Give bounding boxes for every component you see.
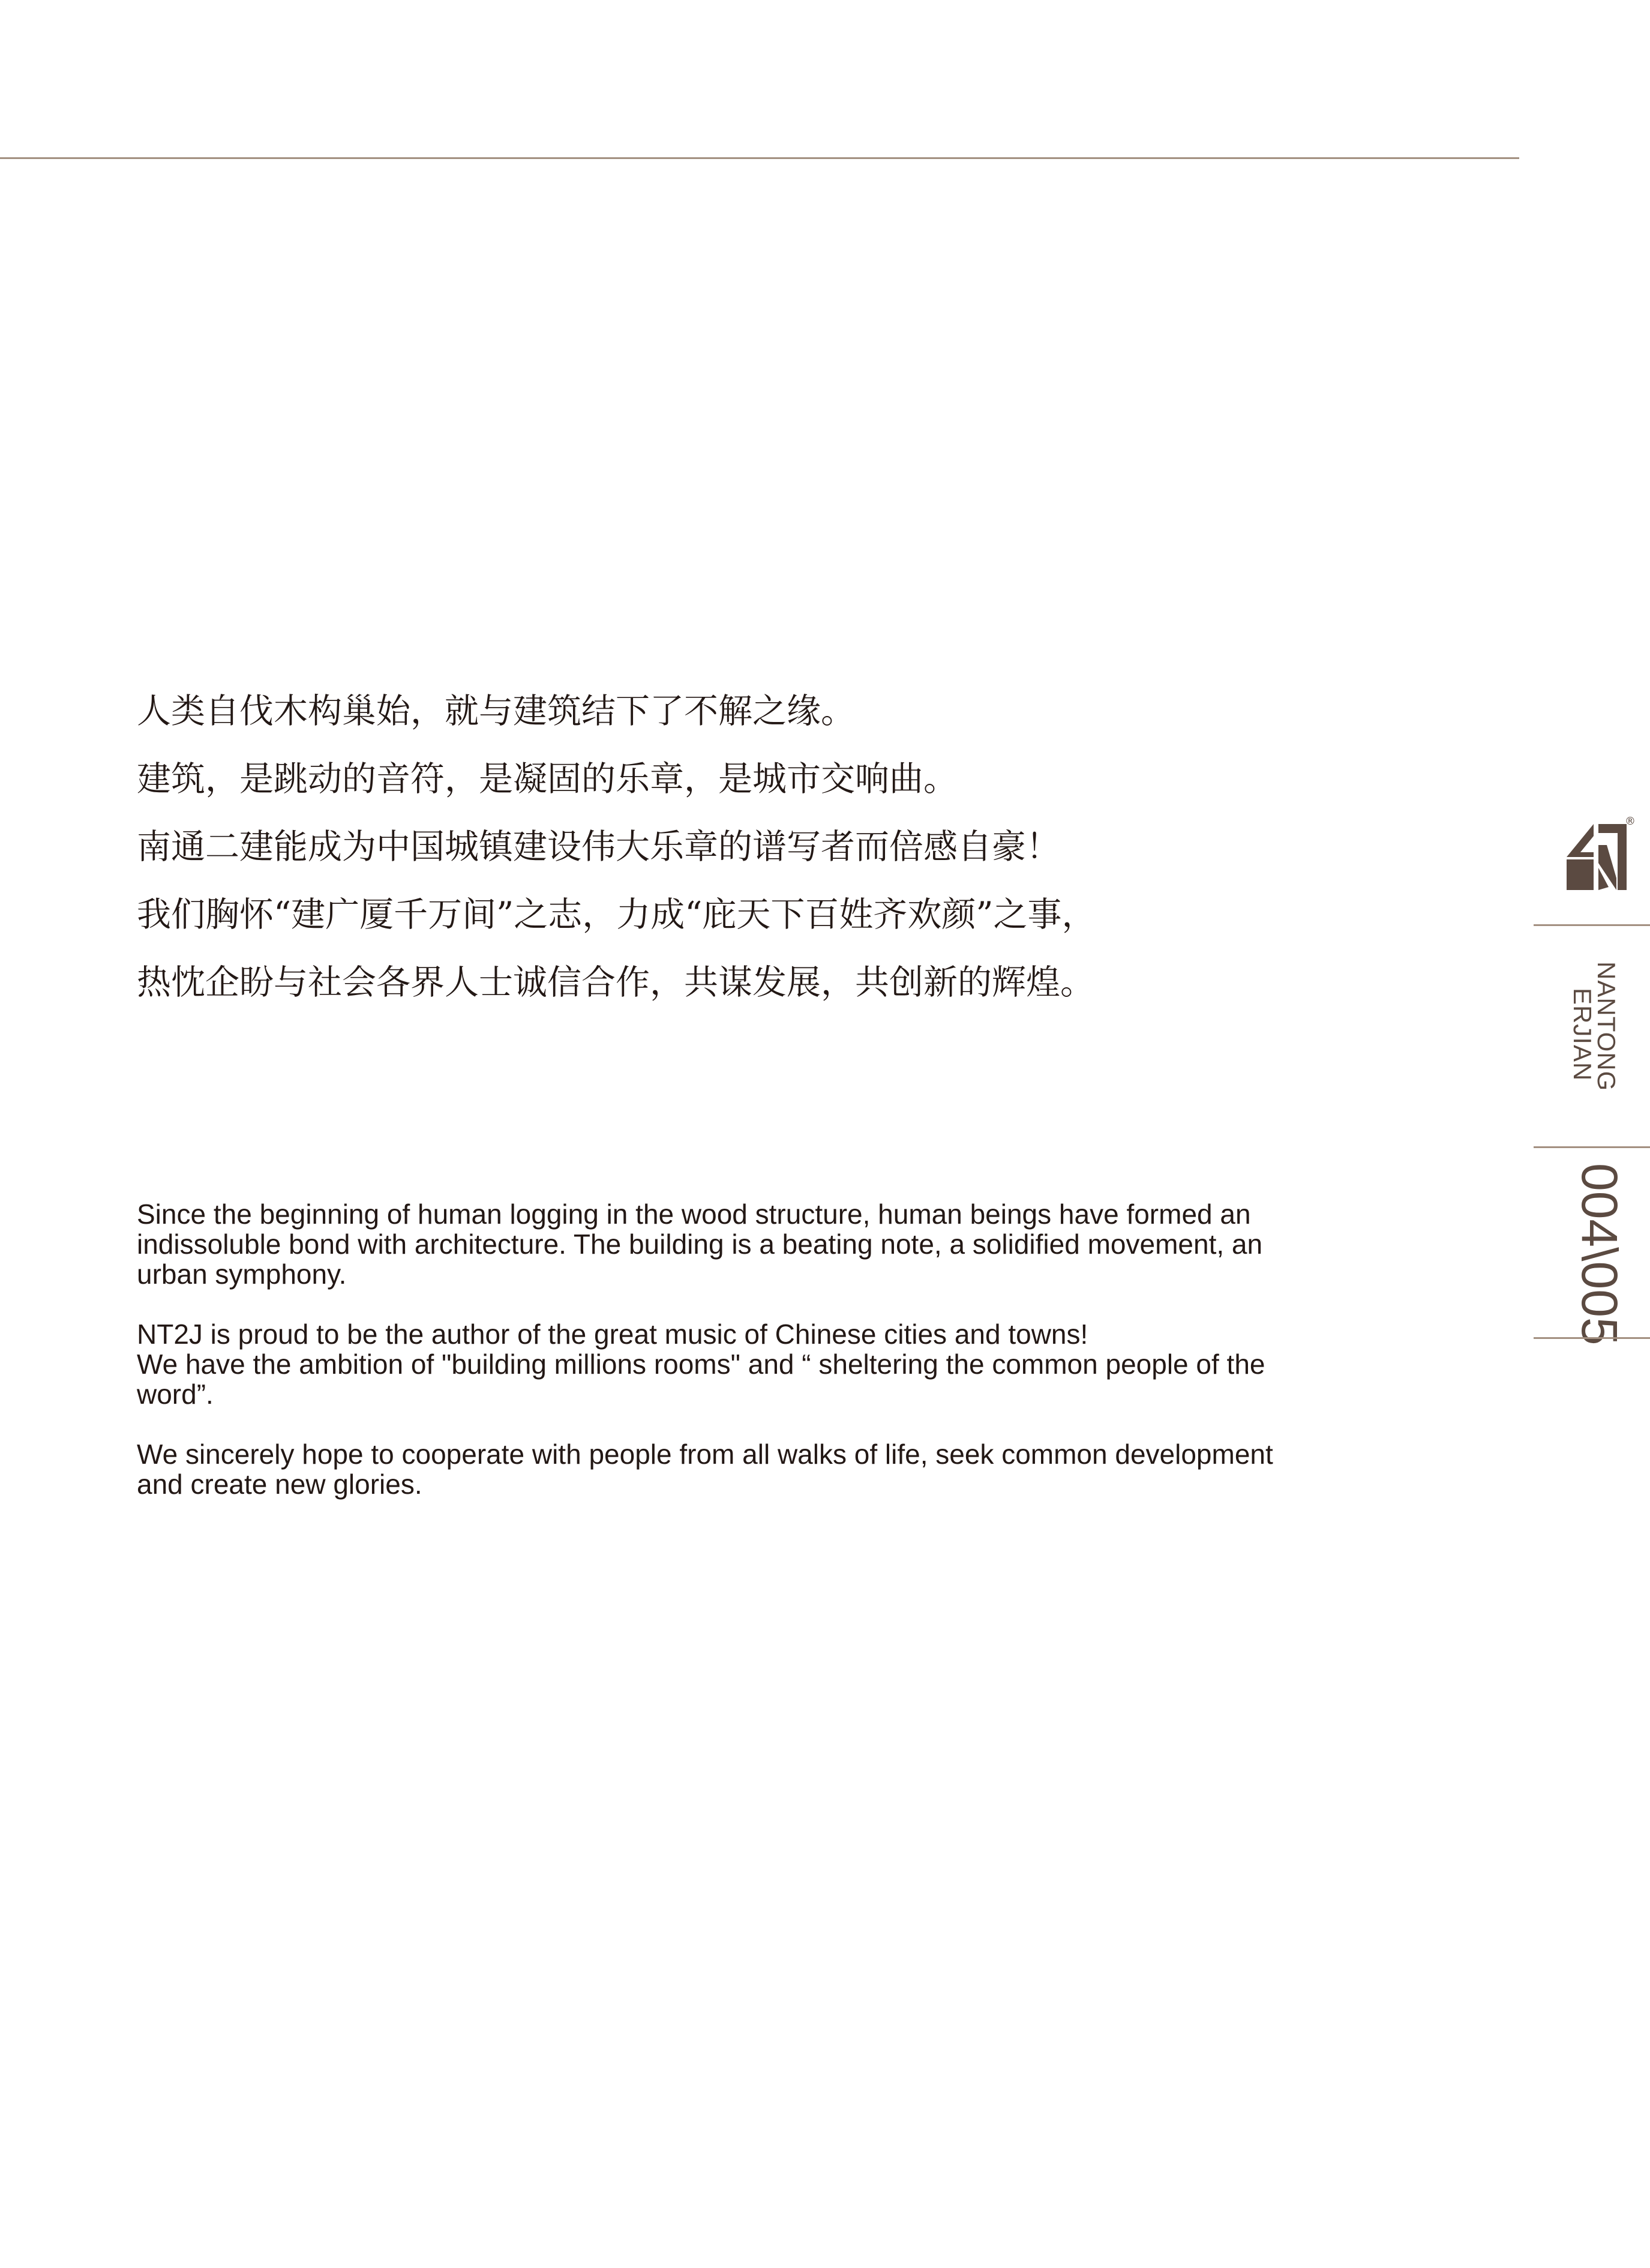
panel-divider — [1534, 1337, 1650, 1339]
chinese-line: 我们胸怀“建广厦千万间”之志，力成“庇天下百姓齐欢颜”之事， — [137, 895, 1096, 934]
brand-name-line-2: ERJIAN — [1568, 988, 1597, 1081]
registered-mark: ® — [1625, 815, 1636, 828]
english-line: We sincerely hope to cooperate with people from all walks of life, seek common development — [137, 1439, 1273, 1470]
english-line: indissoluble bond with architecture. The building is a beating note, a solidified movement, an — [137, 1229, 1263, 1260]
english-line: We have the ambition of "building millions rooms" and “ sheltering the common people of the — [137, 1349, 1265, 1380]
english-line: urban symphony. — [137, 1259, 347, 1290]
english-line: and create new glories. — [137, 1469, 422, 1500]
page-number: 004\005 — [1571, 1163, 1628, 1346]
english-text — [137, 1199, 1421, 1529]
chinese-paragraph — [137, 684, 1277, 1023]
chinese-line: 人类自伐木构巢始，就与建筑结下了不解之缘。 — [137, 691, 855, 731]
english-line: word”. — [137, 1379, 214, 1410]
chinese-line: 建筑，是跳动的音符，是凝固的乐章，是城市交响曲。 — [137, 759, 958, 799]
top-divider — [0, 157, 1519, 159]
english-line: Since the beginning of human logging in the wood structure, human beings have formed an — [137, 1199, 1251, 1230]
english-paragraph — [137, 1319, 1421, 1409]
panel-divider — [1534, 1146, 1650, 1148]
chinese-line: 热忱企盼与社会各界人士诚信合作，共谋发展，共创新的辉煌。 — [137, 963, 1094, 1002]
nantong-erjian-logo-icon — [1564, 821, 1630, 893]
english-line: NT2J is proud to be the author of the great music of Chinese cities and towns! — [137, 1319, 1088, 1350]
panel-divider — [1534, 924, 1650, 926]
english-paragraph — [137, 1199, 1421, 1289]
side-panel — [1534, 780, 1650, 1356]
brand-name-line-1: NANTONG — [1592, 961, 1621, 1092]
english-paragraph — [137, 1439, 1421, 1499]
chinese-line: 南通二建能成为中国城镇建设伟大乐章的谱写者而倍感自豪！ — [137, 827, 1060, 867]
